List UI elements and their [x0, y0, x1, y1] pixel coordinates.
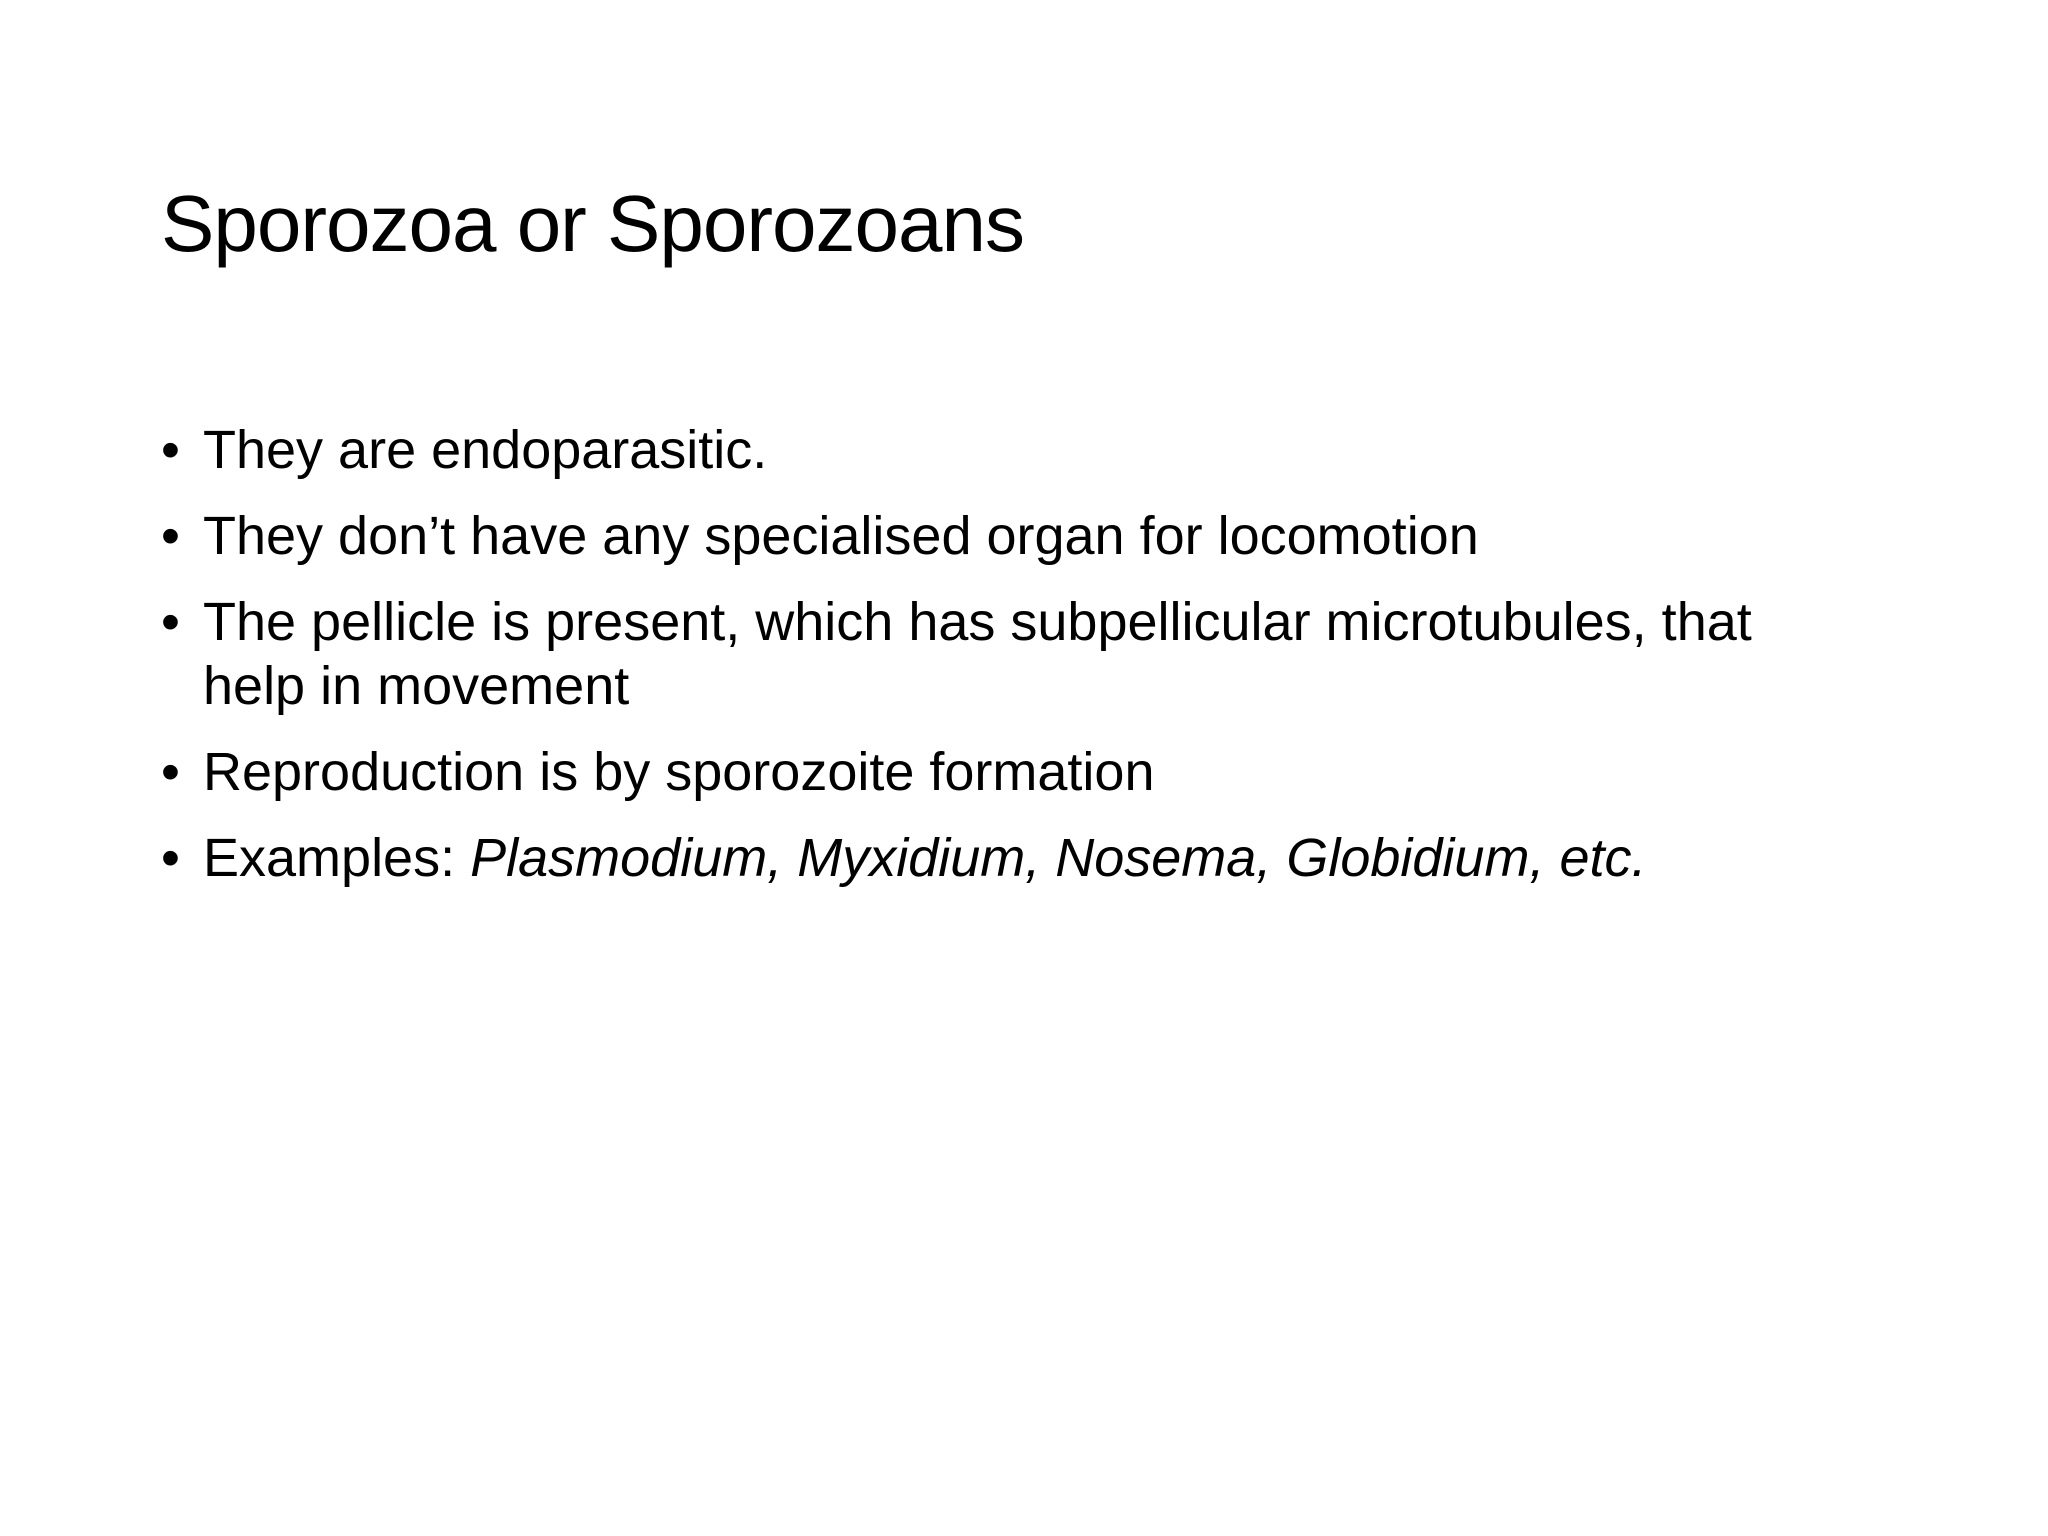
bullet-item-reproduction — [161, 740, 1861, 804]
bullet-item-examples — [161, 826, 1861, 890]
bullet-icon: • — [161, 742, 180, 802]
bullet-item-locomotion — [161, 504, 1861, 568]
examples-list: Plasmodium, Myxidium, Nosema, Globidium, etc. — [470, 828, 1647, 888]
bullet-icon: • — [161, 828, 180, 888]
bullet-icon: • — [161, 592, 180, 652]
bullet-text: They are endoparasitic. — [203, 420, 768, 480]
bullet-text: They don’t have any specialised organ for locomotion — [203, 506, 1479, 566]
bullet-icon: • — [161, 420, 180, 480]
slide-title: Sporozoa or Sporozoans — [161, 179, 1024, 268]
examples-label: Examples: — [203, 828, 471, 888]
bullet-item-pellicle — [161, 590, 1861, 718]
bullet-list — [161, 418, 1861, 912]
bullet-text: The pellicle is present, which has subpellicular microtubules, that help in movement — [203, 592, 1752, 716]
bullet-text: Reproduction is by sporozoite formation — [203, 742, 1155, 802]
bullet-icon: • — [161, 506, 180, 566]
bullet-item-endoparasitic — [161, 418, 1861, 482]
